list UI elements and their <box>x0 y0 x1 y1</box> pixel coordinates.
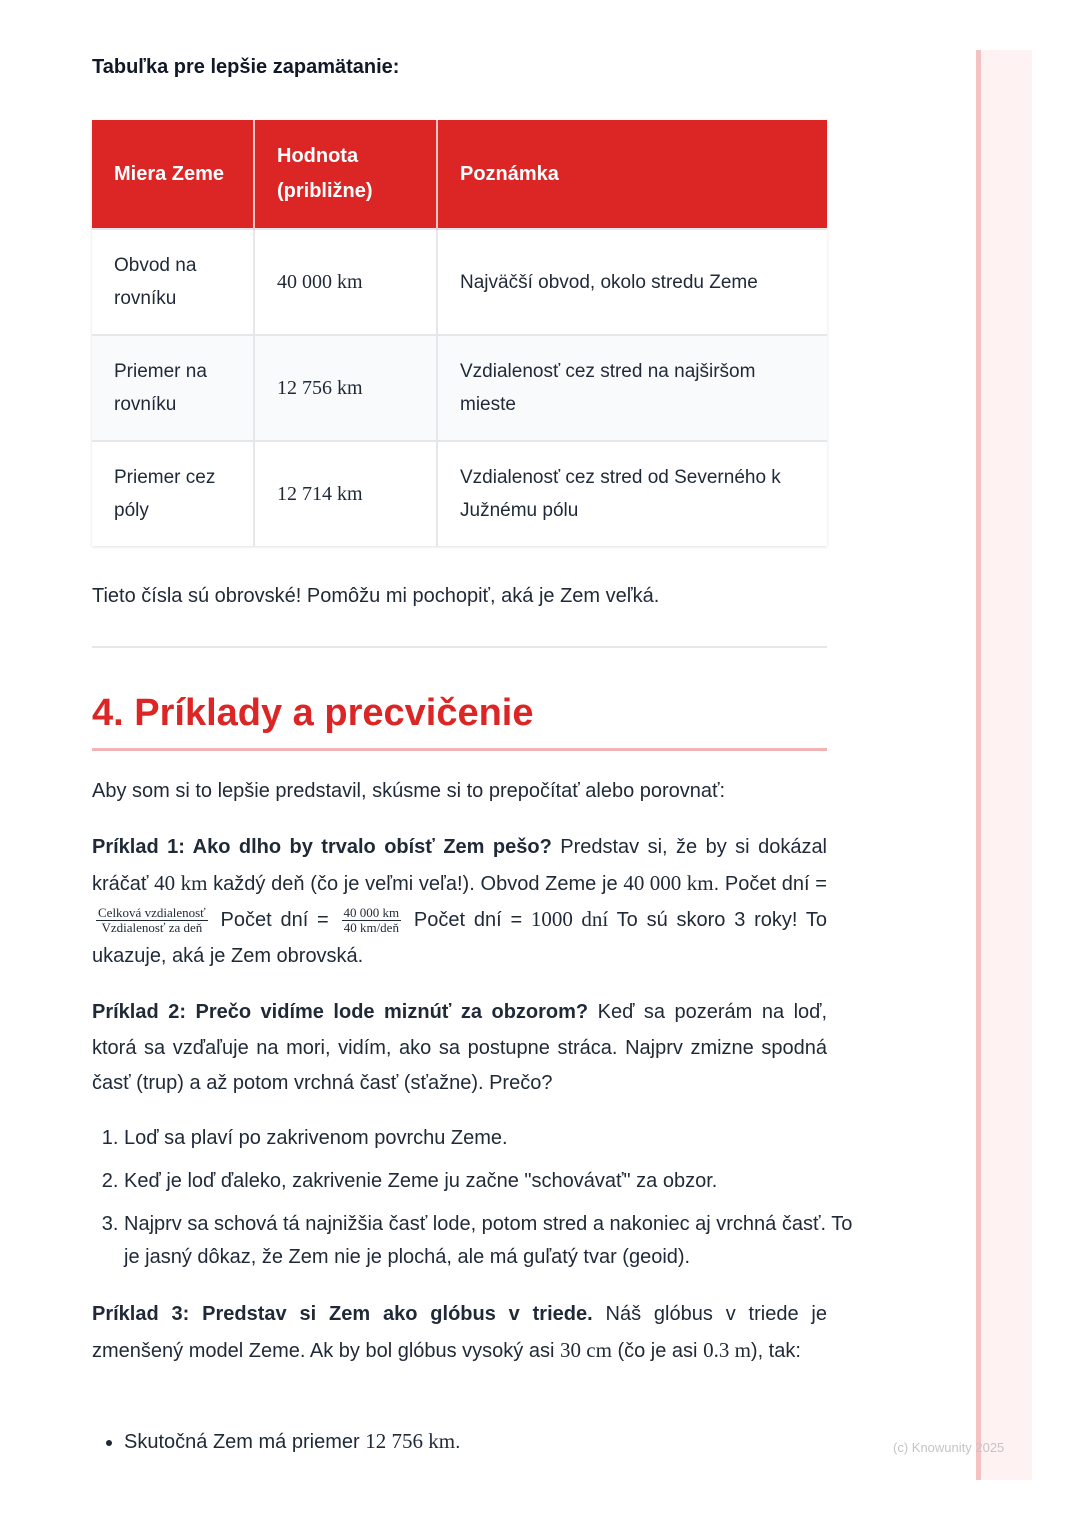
example-3-paragraph <box>92 1297 827 1369</box>
table-cell-measure: Priemer na rovníku <box>92 335 254 441</box>
section-intro: Aby som si to lepšie predstavil, skúsme si to prepočítať alebo porovnať: <box>92 780 726 802</box>
example-2-steps <box>92 1122 859 1284</box>
heading-underline <box>92 748 827 751</box>
list-item: 3. Najprv sa schová tá najnižšia časť lode, potom stred a nakoniec aj vrchná časť. To je jasný dôkaz, že Zem nie je plochá, ale má guľatý tvar (geoid). <box>124 1208 859 1274</box>
copyright-watermark: (c) Knowunity 2025 <box>893 1440 1005 1455</box>
column-header-note: Poznámka <box>437 120 827 229</box>
example-1-text: každý deň (čo je veľmi veľa!). Obvod Zeme je <box>207 872 624 895</box>
column-header-value: Hodnota (približne) <box>254 120 437 229</box>
example-1-text: Počet dní = <box>405 909 531 931</box>
table-cell-note: Vzdialenosť cez stred na najširšom mieste <box>437 335 827 441</box>
margin-rule <box>976 50 981 1480</box>
math-value: 0.3 m <box>703 1337 751 1362</box>
example-2-text: Keď sa pozerám na loď, ktorá sa vzďaľuje na mori, vidím, ako sa postupne stráca. Najprv zmizne spodná časť (trup) a až potom vrchná časť (sťažne). Prečo? <box>92 1001 827 1094</box>
example-3-text: ), tak: <box>750 1339 801 1362</box>
page-margin-panel <box>976 50 1032 1480</box>
after-table-text: Tieto čísla sú obrovské! Pomôžu mi pochopiť, aká je Zem veľká. <box>92 585 660 607</box>
math-value: 40 000 km <box>623 870 714 895</box>
fraction-denominator: Vzdialenosť za deň <box>101 920 203 936</box>
table-row <box>92 229 827 335</box>
table-header-row <box>92 120 827 229</box>
list-item-text: . <box>455 1431 461 1453</box>
fraction-numerator: 40 000 km <box>343 905 400 921</box>
list-item: 2. Keď je loď ďaleko, zakrivenie Zeme ju začne "schovávať" za obzor. <box>124 1165 859 1198</box>
table-cell-note: Vzdialenosť cez stred od Severného k Južnému pólu <box>437 441 827 546</box>
table-cell-value: 12 714 km <box>254 441 437 546</box>
example-1-title: Príklad 1: Ako dlho by trvalo obísť Zem pešo? <box>92 836 552 858</box>
example-2-paragraph <box>92 995 827 1102</box>
list-item: 1. Loď sa plaví po zakrivenom povrchu Zeme. <box>124 1122 859 1155</box>
example-2-title: Príklad 2: Prečo vidíme lode miznúť za obzorom? <box>92 1001 589 1023</box>
example-3-list <box>92 1425 859 1469</box>
table-cell-measure: Priemer cez póly <box>92 441 254 546</box>
fraction <box>96 906 208 935</box>
section-divider <box>92 646 827 648</box>
fraction-numerator: Celková vzdialenosť <box>98 905 206 921</box>
table-row <box>92 335 827 441</box>
table-row <box>92 441 827 546</box>
table-cell-value: 12 756 km <box>254 335 437 441</box>
fraction-denominator: 40 km/deň <box>343 920 399 936</box>
list-item <box>124 1425 859 1459</box>
earth-measures-table <box>92 120 827 546</box>
example-1-text: To sú skoro 3 roky! To ukazuje, aká je Zem obrovská. <box>92 909 827 967</box>
fraction <box>342 906 402 935</box>
list-item-text: Skutočná Zem má priemer <box>124 1431 366 1453</box>
table-cell-note: Najväčší obvod, okolo stredu Zeme <box>437 229 827 335</box>
section-heading: 4. Príklady a precvičenie <box>92 692 534 734</box>
table-intro-label: Tabuľka pre lepšie zapamätanie: <box>92 56 400 78</box>
math-value: 12 756 km <box>365 1429 456 1453</box>
example-3-title: Príklad 3: Predstav si Zem ako glóbus v triede. <box>92 1303 593 1325</box>
column-header-measure: Miera Zeme <box>92 120 254 229</box>
table-cell-value: 40 000 km <box>254 229 437 335</box>
math-value: 40 km <box>154 870 208 895</box>
example-1-text: Počet dní = <box>211 909 338 931</box>
math-value: 30 cm <box>560 1337 612 1362</box>
table-cell-measure: Obvod na rovníku <box>92 229 254 335</box>
example-1-text: Predstav si, že by si dokázal kráčať <box>92 836 828 895</box>
example-3-text: (čo je asi <box>611 1339 704 1362</box>
math-value: 1000 dní <box>530 907 609 931</box>
example-3-text: Náš glóbus v triede je zmenšený model Zeme. Ak by bol glóbus vysoký asi <box>92 1303 827 1362</box>
example-1-text: . Počet dní = <box>713 872 827 895</box>
example-1-paragraph <box>92 830 827 974</box>
